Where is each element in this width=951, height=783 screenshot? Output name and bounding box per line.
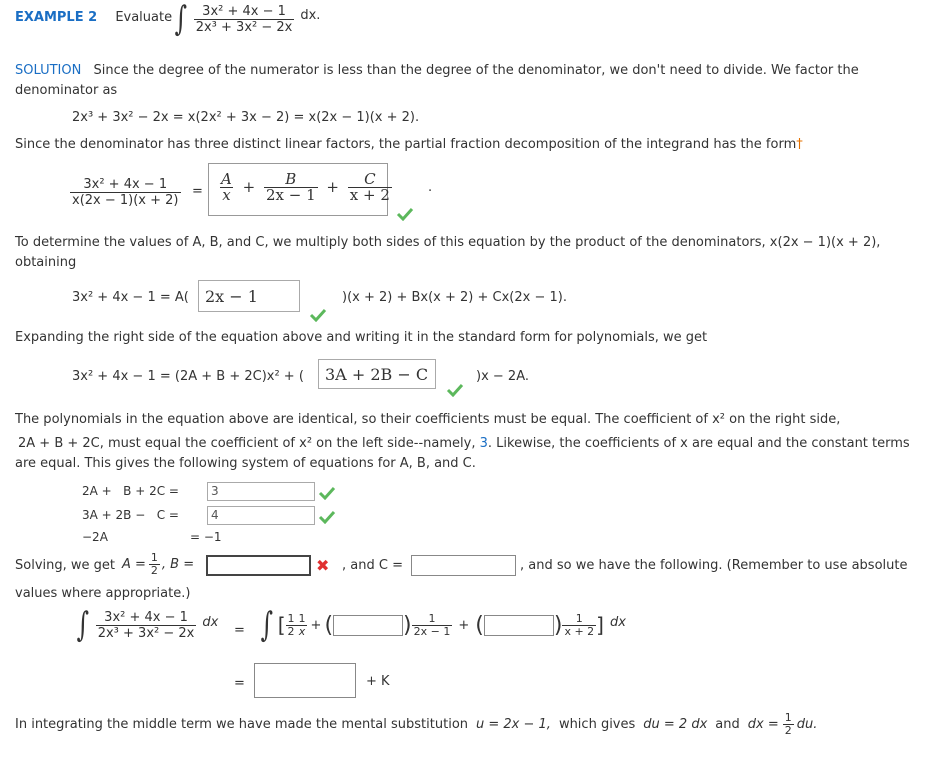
example-label: EXAMPLE 2 (15, 10, 98, 25)
system-row3-right: = −1 (190, 530, 222, 544)
decomp-equals: = (192, 184, 203, 199)
step3-answer-box[interactable]: 3A + 2B − C (318, 359, 436, 389)
solution-label: SOLUTION (15, 63, 82, 78)
step4-line2: 2A + B + 2C, must equal the coefficient of x² on the left side--namely, 3. Likewise, the coefficients of x are equal and the constant terms (18, 436, 910, 451)
integral-sign-icon: ∫ (260, 605, 274, 645)
header-integral (172, 0, 321, 39)
header-fraction: $\frac{\text{3x² + 4x − 1}}{\text{2x³ + 3x² − 2x}}$ (195, 3, 293, 35)
result-input[interactable] (254, 663, 356, 698)
step4-line1: The polynomials in the equation above are identical, so their coefficients must be equal. The coefficient of x² on the right side, (15, 412, 841, 427)
system-row2: 3A + 2B − C = (82, 508, 179, 522)
decomp-period: . (428, 180, 433, 195)
footer-line: In integrating the middle term we have made the mental substitution u = 2x − 1, which gives du = 2 dx and dx = $\frac{1}{2}$ du. (15, 711, 818, 737)
coefficient-three: 3 (479, 436, 488, 451)
factor-equation: 2x³ + 3x² − 2x = x(2x² + 3x − 2) = x(2x − 1)(x + 2). (72, 110, 420, 125)
header-dx: dx. (300, 7, 321, 23)
plus-k: + K (366, 674, 390, 689)
step2-lhs: 3x² + 4x − 1 = A( (72, 290, 189, 305)
solving-rest2: values where appropriate.) (15, 586, 191, 601)
solving-A: A = $\frac{1}{2}$ , B = (122, 551, 195, 577)
system-row3-left: −2A (82, 530, 108, 544)
check-icon (446, 383, 464, 397)
solving-rest: , and so we have the following. (Remember to use absolute (520, 558, 908, 573)
final-equals-2: = (234, 676, 245, 691)
integral-sign-icon: ∫ (174, 0, 188, 39)
and-c-text: , and C = (342, 558, 403, 573)
system-row1: 2A + B + 2C = (82, 484, 179, 498)
system-row1-input[interactable]: 3 (207, 482, 315, 501)
step3-lhs: 3x² + 4x − 1 = (2A + B + 2C)x² + ( (72, 369, 304, 384)
step2-paragraph: To determine the values of A, B, and C, we multiply both sides of this equation by the product of the denominators, x(2x − 1)(x + 2), obtaining (15, 235, 881, 270)
step2-answer-box[interactable]: 2x − 1 (198, 280, 300, 312)
footnote-dagger[interactable]: † (796, 137, 803, 152)
check-icon (396, 207, 414, 221)
solving-text: Solving, we get (15, 558, 115, 573)
step4-line3: are equal. This gives the following system of equations for A, B, and C. (15, 456, 476, 471)
solution-paragraph: SOLUTION Since the degree of the numerator is less than the degree of the denominator, we don't need to divide. We factor the denominator as (15, 63, 859, 98)
coef-B-input[interactable] (333, 615, 403, 636)
evaluate-text: Evaluate (115, 10, 173, 25)
step2-rhs: )(x + 2) + Bx(x + 2) + Cx(2x − 1). (342, 290, 567, 305)
check-icon (318, 486, 336, 500)
system-row2-input[interactable]: 4 (207, 506, 315, 525)
final-lhs: ∫ $\frac{\text{3x² + 4x − 1}}{\text{2x³ + 3x² − 2x}}$ dx (76, 605, 219, 645)
final-rhs: ∫ [ $\frac{1}{2}$ $\frac{1}{x}$ + ( ) $\frac{1}{2x - 1}$ + ( ) $\frac{1}{x + 2}$ ] dx (260, 605, 626, 645)
B-input[interactable] (206, 555, 311, 576)
C-input[interactable] (411, 555, 516, 576)
check-icon (309, 308, 327, 322)
step3-rhs: )x − 2A. (476, 369, 529, 384)
decomp-lhs: $\frac{\text{3x² + 4x − 1}}{x(2x - 1)(x + 2)}$ (72, 177, 179, 208)
coef-C-input[interactable] (484, 615, 554, 636)
check-icon (318, 510, 336, 524)
decomp-answer-box[interactable]: $\frac{A}{x}$ + $\frac{B}{2x - 1}$ + $\frac{C}{x + 2}$ (208, 163, 388, 216)
example-header (15, 10, 172, 25)
final-equals: = (234, 623, 245, 638)
decomposition-intro: Since the denominator has three distinct linear factors, the partial fraction decomposition of the integrand has the form† (15, 137, 803, 152)
incorrect-x-icon: ✖ (316, 556, 330, 575)
step3-paragraph: Expanding the right side of the equation above and writing it in the standard form for polynomials, we get (15, 330, 708, 345)
integral-sign-icon: ∫ (76, 605, 90, 645)
